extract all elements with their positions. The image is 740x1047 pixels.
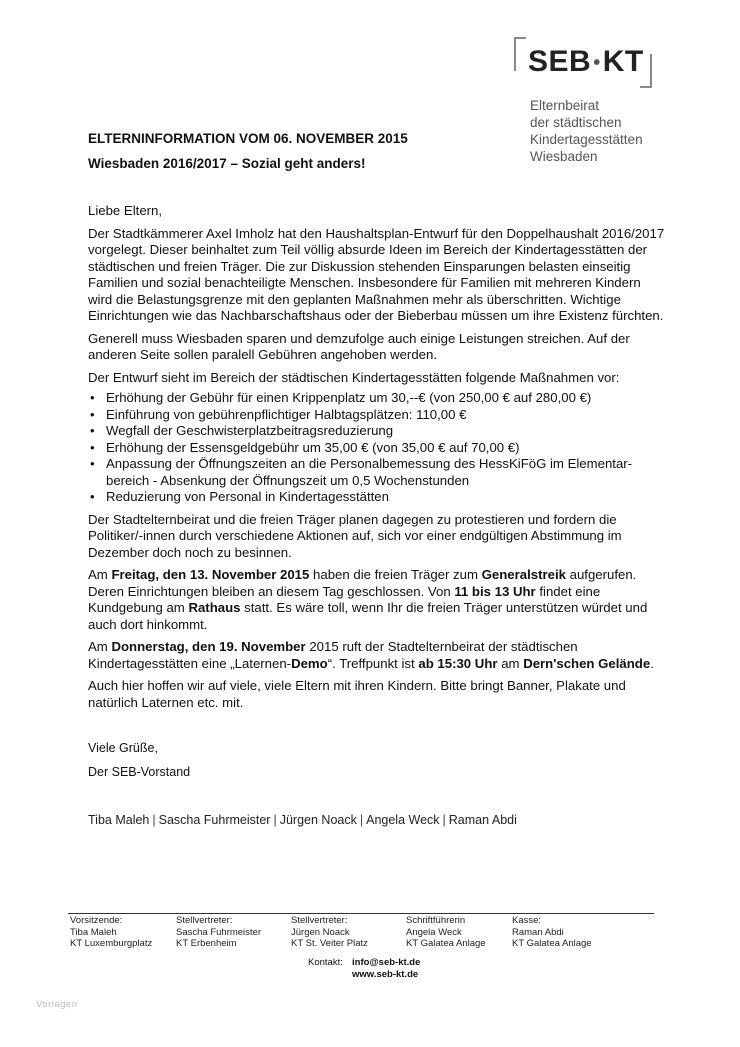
name-separator: |	[442, 813, 446, 827]
name-separator: |	[273, 813, 277, 827]
text-run: findet eine Kundgebung am	[88, 583, 601, 615]
footer-divider	[68, 913, 654, 914]
paragraph-hope: Auch hier hoffen wir auf viele, viele Eltern mit ihren Kindern. Bitte bringt Banner, Plakate und natürlich Laternen etc. mit.	[88, 678, 626, 710]
board-name: Angela Weck	[366, 813, 440, 827]
text-run: .	[650, 655, 654, 671]
paragraph-strike	[88, 567, 668, 633]
logo-text-right: KT	[602, 45, 644, 78]
paragraph-budget: Der Stadtkämmerer Axel Imholz hat den Haushaltsplan-Entwurf für den Doppelhaushalt 2016/2017 vorgelegt. Dieser beinhaltet zum Teil völlig absurde Ideen im Bereich der Kindertagesstätten der städtischen und freien Träger. Die zur Diskussion stehenden Einsparungen belasten einseitig Familien und sozial benachteiligte Menschen. Insbesondere für Familien mit mehreren Kindern wird die Belastungsgrenze mit den geplanten Maßnahmen mehr als überschritten. Wichtige Einrichtungen wie das Nachbarschaftshaus oder der Bieberbau müssen um ihre Existenz fürchten.	[88, 225, 665, 323]
footer-name: Angela Weck	[406, 926, 462, 938]
footer-place: KT Galatea Anlage	[406, 938, 486, 949]
text-run: am	[497, 655, 524, 671]
board-names	[88, 813, 517, 827]
contact-website-link[interactable]: www.seb-kt.de	[352, 969, 419, 980]
footer-place: KT Galatea Anlage	[512, 938, 592, 949]
footer-column-secretary	[406, 915, 486, 950]
logo	[528, 44, 644, 81]
text-run: statt. Es wäre toll, wenn Ihr die freien Träger unterstützen würdet und auch dort hinkommt.	[88, 600, 648, 632]
list-item: • Wegfall der Geschwisterplatzbeitragsreduzierung	[88, 423, 668, 440]
footer-role: Kasse:	[512, 915, 542, 926]
logo-subtitle-line: der städtischen	[530, 115, 622, 130]
text-run: “. Treffpunkt ist	[327, 655, 419, 671]
footer-role: Vorsitzende:	[70, 915, 123, 926]
logo-subtitle-line: Kindertagesstätten	[530, 132, 643, 147]
name-separator: |	[152, 813, 156, 827]
paragraph-protest: Der Stadtelternbeirat und die freien Träger planen dagegen zu protestieren und fordern die Politiker/-innen durch verschiedene Aktionen auf, sich vor einer endgültigen Abstimmung im Dezember doch noch zu besinnen.	[88, 511, 622, 560]
watermark: Vorlagen	[36, 999, 78, 1010]
footer-role: Stellvertreter:	[291, 915, 348, 926]
footer-column-chair	[70, 915, 152, 950]
footer-name: Raman Abdi	[512, 926, 564, 938]
footer-name: Sascha Fuhrmeister	[176, 926, 262, 938]
rally-location: Rathaus	[188, 600, 241, 615]
letter-body	[88, 203, 668, 717]
board-name: Jürgen Noack	[279, 813, 357, 827]
text-run: Am	[88, 567, 112, 582]
logo-text-left: SEB	[528, 45, 592, 78]
footer-place: KT Luxemburgplatz	[70, 938, 153, 949]
demo-date: Donnerstag, den 19. November	[111, 639, 306, 654]
text-run: 2015 ruft der Stadtelternbeirat der städtischen Kindertagesstätten eine „Laternen-	[88, 639, 578, 671]
board-name: Tiba Maleh	[88, 813, 150, 827]
logo-bracket-top-left	[514, 37, 526, 71]
paragraph-measures-intro: Der Entwurf sieht im Bereich der städtischen Kindertagesstätten folgende Maßnahmen vor:	[88, 369, 620, 385]
name-separator: |	[359, 813, 364, 827]
text-run: Am	[88, 639, 112, 654]
signature: Der SEB-Vorstand	[88, 765, 191, 779]
footer-place: KT St. Veiter Platz	[291, 938, 368, 949]
list-item: • Reduzierung von Personal in Kindertagesstätten	[88, 489, 668, 506]
contact-email-link[interactable]: info@seb-kt.de	[352, 957, 421, 968]
text-run: aufgerufen. Deren Einrichtungen bleiben an diesem Tag geschlossen. Von	[88, 567, 637, 599]
document-heading: ELTERNINFORMATION VOM 06. NOVEMBER 2015	[88, 131, 408, 146]
footer-column-treasurer	[512, 915, 592, 950]
board-name: Sascha Fuhrmeister	[158, 813, 271, 827]
footer-name: Jürgen Noack	[291, 926, 350, 938]
rally-time: 11 bis 13 Uhr	[454, 583, 536, 599]
list-item: • Einführung von gebührenpflichtiger Halbtagsplätzen: 110,00 €	[88, 407, 668, 424]
contact-label: Kontakt:	[308, 957, 343, 968]
logo-subtitle-line: Elternbeirat	[530, 98, 600, 113]
footer-place: KT Erbenheim	[176, 938, 237, 949]
footer-column-deputy-1	[176, 915, 261, 950]
footer-column-deputy-2	[291, 915, 368, 950]
paragraph-savings: Generell muss Wiesbaden sparen und demzufolge auch einige Leistungen streichen. Auf der anderen Seite sollen paralell Gebühren angehoben werden.	[88, 330, 630, 362]
footer-name: Tiba Maleh	[70, 926, 117, 938]
demo-time: ab 15:30 Uhr	[418, 655, 498, 671]
logo-subtitle	[530, 97, 690, 165]
closing: Viele Grüße,	[88, 741, 158, 755]
logo-dot: •	[593, 52, 601, 75]
document-subheading: Wiesbaden 2016/2017 – Sozial geht anders!	[88, 156, 366, 171]
footer-contact	[308, 957, 420, 969]
footer-role: Schriftführerin	[406, 915, 466, 926]
strike-label: Generalstreik	[481, 567, 566, 582]
salutation: Liebe Eltern,	[88, 203, 163, 218]
list-item: • Anpassung der Öffnungszeiten an die Personalbemessung des HessKiFöG im Elementar-bereich - Absenkung der Öffnungszeit um 0,5 Wochenstunden	[88, 456, 668, 489]
text-run: haben die freien Träger zum	[309, 567, 482, 582]
demo-location: Dern'schen Gelände	[523, 655, 651, 671]
strike-date: Freitag, den 13. November 2015	[111, 567, 310, 582]
list-item: • Erhöhung der Gebühr für einen Krippenplatz um 30,--€ (von 250,00 € auf 280,00 €)	[88, 390, 668, 407]
footer-role: Stellvertreter:	[176, 915, 233, 926]
demo-label: Demo	[291, 655, 328, 671]
board-name: Raman Abdi	[448, 813, 517, 827]
measures-list	[88, 390, 668, 506]
paragraph-lantern-demo	[88, 639, 668, 672]
logo-subtitle-line: Wiesbaden	[530, 149, 598, 164]
list-item: • Erhöhung der Essensgeldgebühr um 35,00 € (von 35,00 € auf 70,00 €)	[88, 440, 668, 457]
